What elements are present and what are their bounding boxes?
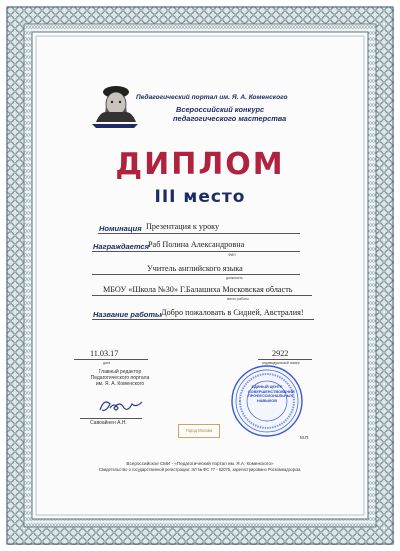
position-value: Учитель английского языка: [147, 264, 243, 273]
footer-line-2: Свидетельство о государственной регистрации: ЭЛ № ФС 77 - 62075, зарегистрировано Роскомнадзором.: [98, 467, 302, 472]
signature-line: [80, 418, 142, 419]
signatory-title-3: им. Я. А. Коменского: [95, 380, 145, 387]
work-title-line: [92, 319, 314, 320]
signatory-title-1: Главный редактор: [98, 369, 142, 375]
awarded-label: Награждается: [93, 242, 150, 251]
number-value: 2922: [272, 349, 289, 358]
nomination-label: Номинация: [99, 224, 142, 233]
city-logo: [178, 424, 220, 438]
date-value: 11.03.17: [90, 349, 119, 358]
contest-line-1: Всероссийский конкурс: [176, 105, 265, 114]
date-line: [74, 359, 148, 360]
awarded-value: Раб Полина Александровна: [148, 240, 245, 249]
workplace-line: [92, 295, 312, 296]
portal-name: Педагогический портал им. Я. А. Коменского: [136, 94, 288, 101]
contest-line-2: педагогического мастерства: [173, 114, 287, 123]
place-title: III место: [154, 187, 246, 207]
signatory-title-2: Педагогического портала: [90, 374, 150, 381]
number-line: [258, 359, 312, 360]
awarded-line: [92, 251, 300, 252]
diploma-title: ДИПЛОМ: [115, 147, 285, 182]
number-caption: индивидуальный номер: [262, 361, 300, 365]
stamp-center-text: [248, 385, 295, 403]
fio-caption: ФИО: [228, 253, 236, 257]
nomination-value: Презентация к уроку: [146, 222, 220, 231]
work-title-value: Добро пожаловать в Сидней, Австралия!: [161, 308, 304, 317]
footer-line-1: Всероссийское СМИ - «Педагогический портал им. Я.А. Коменского»: [126, 461, 274, 466]
workplace-caption: место работы: [227, 297, 249, 301]
comenius-portrait-logo: [90, 82, 140, 128]
stamp-center-3: ПРОФЕССИОНАЛЬНЫХ: [248, 394, 294, 399]
position-caption: должность: [226, 276, 243, 280]
stamp-center-4: НАВЫКОВ: [257, 398, 277, 403]
signature-image: [96, 396, 146, 416]
stamp-center-2: СОВЕРШЕНСТВОВАНИЯ: [248, 389, 295, 394]
city-logo-text: Город Москва: [185, 427, 213, 433]
signatory-name: Савоайнен А.Н.: [90, 420, 127, 426]
stamp-mp: М.П.: [300, 435, 310, 440]
date-caption: дата: [103, 361, 111, 365]
signatory-block: [80, 370, 160, 387]
work-title-label: Название работы: [93, 310, 162, 319]
nomination-line: [98, 233, 300, 234]
workplace-value: МБОУ «Школа №30» Г.Балашиха Московская область: [103, 285, 293, 294]
position-line: [92, 274, 300, 275]
stamp-center-1: ЕДИНЫЙ ЦЕНТР: [251, 385, 283, 389]
